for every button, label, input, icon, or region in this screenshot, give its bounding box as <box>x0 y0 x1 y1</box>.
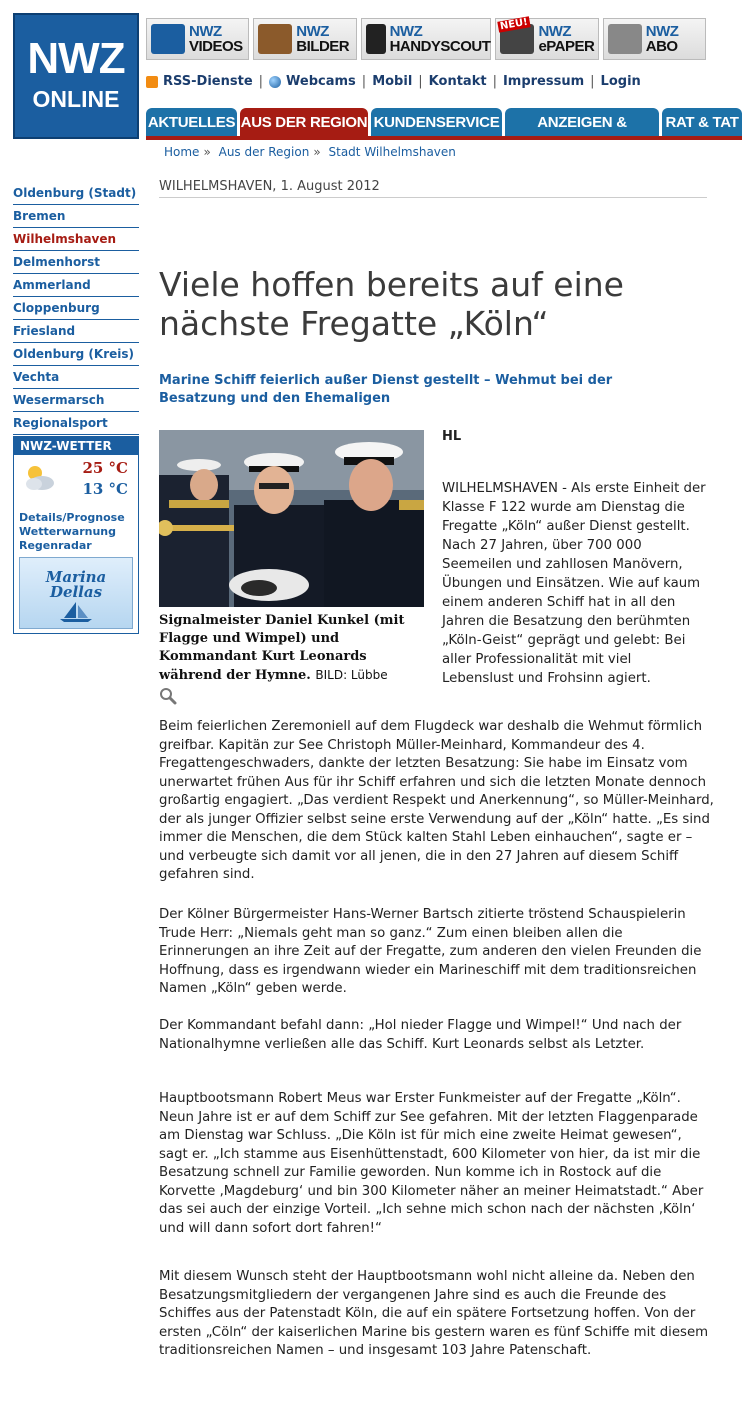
service-label: BILDER <box>296 38 350 55</box>
sidebar-item-oldenburg-stadt[interactable]: Oldenburg (Stadt) <box>13 183 139 205</box>
ad-line2: Dellas <box>49 583 103 601</box>
service-banners <box>146 18 706 60</box>
photo-caption <box>159 612 429 685</box>
logo-line1: NWZ <box>27 34 125 83</box>
photo-credit: BILD: Lübbe <box>315 668 388 682</box>
sidebar-item-wesermarsch[interactable]: Wesermarsch <box>13 390 139 412</box>
sidebar-item-cloppenburg[interactable]: Cloppenburg <box>13 298 139 320</box>
tab-anzeigen-maerkte[interactable]: ANZEIGEN & MÄRKTE <box>505 108 659 138</box>
sidebar-item-regionalsport[interactable]: Regionalsport <box>13 413 139 435</box>
divider <box>159 197 707 198</box>
sidebar-item-ammerland[interactable]: Ammerland <box>13 275 139 297</box>
rain-radar-link[interactable]: Regenradar <box>19 539 92 552</box>
weather-warning-link[interactable]: Wetterwarnung <box>19 525 116 538</box>
service-brand: NWZ <box>645 23 679 40</box>
sailboat-icon <box>56 600 96 622</box>
service-handyscout[interactable] <box>361 18 492 60</box>
sidebar-region-nav <box>13 183 139 436</box>
service-brand: NWZ <box>389 23 423 40</box>
sun-cloud-icon <box>22 462 56 492</box>
breadcrumb: Home » Aus der Region » Stadt Wilhelmshaven <box>164 145 456 159</box>
service-label: ePAPER <box>538 38 595 55</box>
service-bilder[interactable] <box>253 18 356 60</box>
service-brand: NWZ <box>296 23 329 40</box>
article-paragraph-3: Der Kommandant befahl dann: „Hol nieder Flagge und Wimpel!“ Und nach der Nationalhymne verließen alle das Schiff. Kurt Leonards selbst als Letzter. <box>159 1018 682 1052</box>
breadcrumb-home[interactable]: Home <box>164 145 200 159</box>
newspaper-icon <box>608 24 642 54</box>
weather-title: NWZ-WETTER <box>14 437 138 455</box>
sidebar-item-oldenburg-kreis[interactable]: Oldenburg (Kreis) <box>13 344 139 366</box>
article-headline: Viele hoffen bereits auf eine nächste Fregatte „Köln“ <box>159 265 624 343</box>
marina-dellas-ad[interactable] <box>19 557 133 629</box>
nwz-online-logo[interactable] <box>13 13 139 139</box>
tv-icon <box>151 24 185 54</box>
service-brand: NWZ <box>189 23 222 40</box>
service-videos[interactable] <box>146 18 249 60</box>
tab-aktuelles[interactable]: AKTUELLES <box>146 108 237 138</box>
sidebar-item-friesland[interactable]: Friesland <box>13 321 139 343</box>
nav-underline <box>146 136 742 140</box>
article-photo[interactable] <box>159 430 424 607</box>
service-epaper[interactable] <box>495 18 598 60</box>
link-kontakt[interactable]: Kontakt <box>428 74 487 89</box>
tab-aus-der-region[interactable]: AUS DER REGION <box>240 108 368 138</box>
rss-icon <box>146 76 158 88</box>
breadcrumb-region[interactable]: Aus der Region <box>218 145 310 159</box>
link-webcams[interactable]: Webcams <box>286 74 356 89</box>
new-badge: NEU! <box>499 16 530 33</box>
sidebar-item-bremen[interactable]: Bremen <box>13 206 139 228</box>
temperature-min: 13 °C <box>82 480 128 498</box>
article-intro: WILHELMSHAVEN - Als erste Einheit der Klasse F 122 wurde am Dienstag die Fregatte „Köln“ außer Dienst gestellt. Nach 27 Jahren, über 700 000 Seemeilen und zahllosen Manövern, Übungen und Einsätzen. Wie auf kaum einem anderen Schiff hat in all den Jahren die Besatzung den berühmten „Köln-Geist“ geprägt und gelebt: Bei aller Professionalität mit viel Lebenslust und Frohsinn agiert. <box>442 481 706 686</box>
article-paragraph-2: Der Kölner Bürgermeister Hans-Werner Bartsch zitierte tröstend Schauspielerin Trude Herr: „Niemals geht man so ganz.“ Zum einen bleiben allen die Erinnerungen an ihre Zeit auf der Fregatte, zum anderen den vielen Freunden die Hoffnung, dass es irgendwann wieder ein Marineschiff mit dem traditionsreichen Namen „Köln“ geben werde. <box>159 907 702 996</box>
link-rss[interactable]: RSS-Dienste <box>163 74 253 89</box>
breadcrumb-wilhelmshaven[interactable]: Stadt Wilhelmshaven <box>328 145 456 159</box>
weather-details-link[interactable]: Details/Prognose <box>19 511 125 524</box>
service-label: ABO <box>645 38 678 55</box>
utility-links: RSS-Dienste | Webcams | Mobil | Kontakt | Impressum | Login <box>146 74 641 89</box>
sidebar-item-delmenhorst[interactable]: Delmenhorst <box>13 252 139 274</box>
ad-line1: Marina <box>45 568 107 586</box>
globe-icon <box>269 76 281 88</box>
article-paragraph-5: Mit diesem Wunsch steht der Hauptbootsmann wohl nicht alleine da. Neben den Besatzungsmitgliedern der vergangenen Jahre sind es auch die Freunde des Schiffes aus der Patenstadt Köln, die auf ein spätere Fortsetzung hoffen. Von der ersten „Cöln“ der kaiserlichen Marine bis gestern waren es fünf Schiffe mit diesem traditionsreichen Namen – und insgesamt 103 Jahre Patenschaft. <box>159 1269 709 1358</box>
service-brand: NWZ <box>538 23 572 40</box>
tab-rat-und-tat[interactable]: RAT & TAT <box>662 108 742 138</box>
article-subhead: Marine Schiff feierlich außer Dienst gestellt – Wehmut bei der Besatzung und den Ehemaligen <box>159 373 613 406</box>
article-author: HL <box>442 429 462 444</box>
article-paragraph-4: Hauptbootsmann Robert Meus war Erster Funkmeister auf der Fregatte „Köln“. Neun Jahre ist er auf dem Schiff zur See gefahren. Mit der letzten Flaggenparade am Dienstag war Schluss. „Die Köln ist für mich eine zweite Heimat gewesen“, sagt er. „Ich stamme aus Eisenhüttenstadt, 600 Kilometer von hier, da ist mir die Besatzung schnell zur Familie geworden. Nun komme ich in Rostock auf die Korvette ‚Magdeburg‘ und bin 300 Kilometer näher an meiner Heimatstadt.“ Aber das sei auch der einzige Vorteil. „Ich sehne mich schon nach der nächsten ‚Köln‘ und will dann sofort dort fahren!“ <box>159 1091 704 1236</box>
temperature-max: 25 °C <box>82 459 128 477</box>
link-impressum[interactable]: Impressum <box>502 74 585 89</box>
caption-text: Signalmeister Daniel Kunkel (mit Flagge und Wimpel) und Kommandant Kurt Leonards während der Hymne. <box>159 613 405 683</box>
link-mobil[interactable]: Mobil <box>372 74 413 89</box>
service-label: HANDYSCOUT <box>389 38 491 55</box>
weather-widget <box>13 436 139 634</box>
logo-line2: ONLINE <box>32 86 120 112</box>
link-login[interactable]: Login <box>600 74 641 89</box>
article-paragraph-1: Beim feierlichen Zeremoniell auf dem Flugdeck war deshalb die Wehmut förmlich greifbar. Kapitän zur See Christoph Müller-Meinhard, Kommandeur des 4. Fregattengeschwaders, dankte der letzten Besatzung: Sie habe im Einsatz vom unerwartet frühen Aus für ihr Schiff erfahren und sich die letzten Monate dennoch großartig engagiert. „Das verdient Respekt und Anerkennung“, so Müller-Meinhard, der als junger Offizier selbst seine erste Verwendung auf der „Köln“ hatte. „Es sind immer die Menschen, die dem Stück kalten Stahl Leben einhauchen“, sagte er – und verbeugte sich damit vor all jenen, die in den 27 Jahren auf diesem Schiff gefahren sind. <box>159 719 714 882</box>
camera-icon <box>258 24 292 54</box>
tab-kundenservice[interactable]: KUNDENSERVICE <box>371 108 502 138</box>
phone-icon <box>366 24 386 54</box>
article-dateline: WILHELMSHAVEN, 1. August 2012 <box>159 179 380 194</box>
sidebar-item-vechta[interactable]: Vechta <box>13 367 139 389</box>
magnifier-icon[interactable] <box>159 687 177 705</box>
sidebar-item-wilhelmshaven[interactable]: Wilhelmshaven <box>13 229 139 251</box>
service-abo[interactable] <box>603 18 706 60</box>
service-label: VIDEOS <box>189 38 243 55</box>
